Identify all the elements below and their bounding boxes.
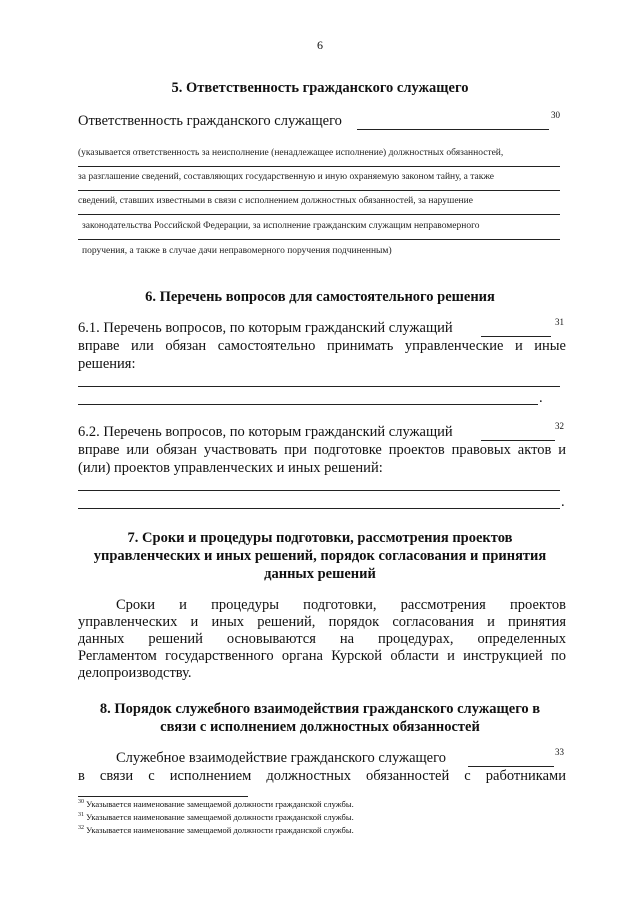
section-6-1-line1: 6.1. Перечень вопросов, по которым гражданский служащий: [78, 320, 453, 336]
section-7-title-line: управленческих и иных решений, порядок согласования и принятия: [93, 548, 547, 564]
fill-line: [78, 190, 560, 191]
section-7-body-line: делопроизводству.: [78, 665, 192, 681]
fill-line: [78, 166, 560, 167]
section-8-title-line: связи с исполнением должностных обязанностей: [160, 719, 480, 735]
section-6-1-footnote-ref: 31: [555, 317, 564, 327]
section-5-note-line: (указывается ответственность за неисполнение (ненадлежащее исполнение) должностных обязанностей,: [78, 148, 504, 158]
fill-line: [78, 239, 560, 240]
section-6-1-blank-line: [481, 336, 551, 337]
section-5-label: Ответственность гражданского служащего: [78, 113, 342, 129]
section-5-note-line: сведений, ставших известными в связи с исполнением должностных обязанностей, за нарушение: [78, 196, 473, 206]
section-5-note-line: законодательства Российской Федерации, за исполнение гражданским служащим неправомерного: [82, 221, 480, 231]
footnote-30: [78, 799, 354, 809]
footnote-number: 31: [78, 812, 84, 819]
page-number: 6: [317, 38, 323, 52]
period-mark: .: [561, 494, 565, 510]
footnote-number: 32: [78, 825, 84, 832]
section-5-title: 5. Ответственность гражданского служащего: [171, 80, 469, 96]
section-6-2-blank-line: [481, 440, 555, 441]
footnote-number: 30: [78, 799, 84, 806]
section-7-title-line: 7. Сроки и процедуры подготовки, рассмотрения проектов: [127, 530, 513, 546]
section-7-body-line: управленческих и иных решений, порядок согласования и принятия: [78, 614, 566, 630]
section-6-1-line3: решения:: [78, 356, 136, 372]
footnote-text: Указывается наименование замещаемой должности гражданской службы.: [86, 825, 354, 835]
section-7-body-line: Сроки и процедуры подготовки, рассмотрения проектов: [116, 597, 566, 613]
section-5-footnote-ref: 30: [551, 110, 560, 120]
section-7-title-line: данных решений: [264, 566, 376, 582]
footnote-text: Указывается наименование замещаемой должности гражданской службы.: [86, 812, 354, 822]
section-5-note-line: за разглашение сведений, составляющих государственную и иную охраняемую законом тайну, а также: [78, 172, 495, 182]
footnote-32: [78, 825, 354, 835]
section-5-note-line: поручения, а также в случае дачи неправомерного поручения подчиненным): [82, 246, 392, 256]
fill-line: [78, 214, 560, 215]
section-6-2-line1: 6.2. Перечень вопросов, по которым гражданский служащий: [78, 424, 453, 440]
section-6-2-footnote-ref: 32: [555, 421, 564, 431]
fill-line: [78, 386, 560, 387]
section-6-title: 6. Перечень вопросов для самостоятельного решения: [145, 289, 495, 305]
section-6-2-line3: (или) проектов управленческих и иных решений:: [78, 460, 383, 476]
section-7-body-line: данных решений основываются на процедурах, определенных: [78, 631, 566, 647]
fill-line: [78, 404, 538, 405]
section-8-footnote-ref: 33: [555, 747, 564, 757]
footnote-separator: [78, 796, 248, 797]
section-8-line2: в связи с исполнением должностных обязанностей с работниками: [78, 768, 566, 784]
footnote-text: Указывается наименование замещаемой должности гражданской службы.: [86, 799, 354, 809]
section-8-line1: Служебное взаимодействие гражданского служащего: [116, 750, 446, 766]
section-6-1-line2: вправе или обязан самостоятельно принимать управленческие и иные: [78, 338, 566, 354]
section-5-blank-line: [357, 129, 549, 130]
period-mark: .: [539, 390, 543, 406]
fill-line: [78, 490, 560, 491]
section-7-body-line: Регламентом государственного органа Курской области и инструкцией по: [78, 648, 566, 664]
section-8-blank-line: [468, 766, 554, 767]
fill-line: [78, 508, 560, 509]
section-8-title-line: 8. Порядок служебного взаимодействия гражданского служащего в: [99, 701, 541, 717]
section-6-2-line2: вправе или обязан участвовать при подготовке проектов правовых актов и: [78, 442, 566, 458]
footnote-31: [78, 812, 354, 822]
